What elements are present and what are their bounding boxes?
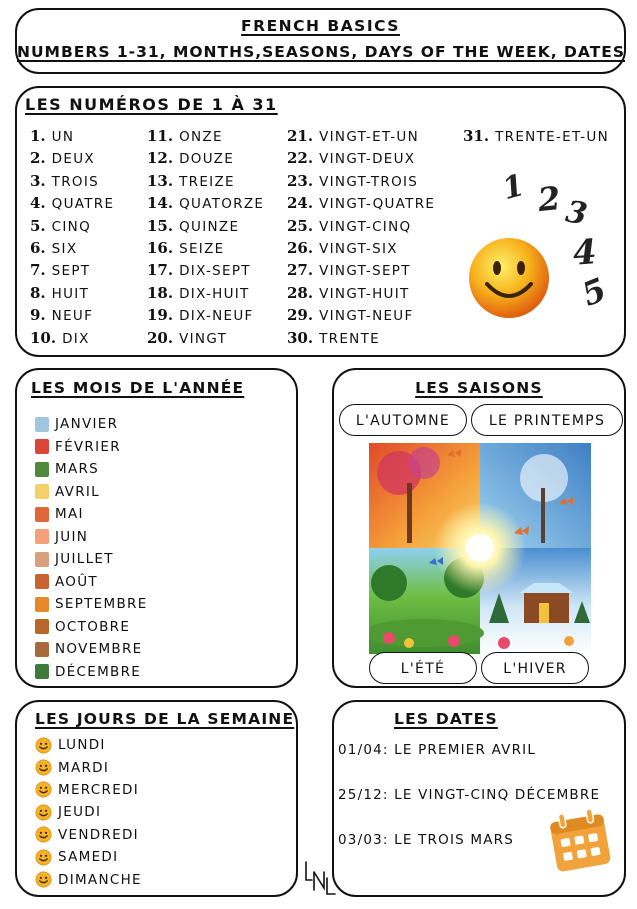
number-digit: 30. [287, 328, 314, 347]
number-row [147, 215, 264, 237]
number-digit: 27. [287, 261, 314, 280]
seasons-illustration [369, 443, 591, 654]
number-word: QUATORZE [179, 196, 265, 213]
number-row [147, 237, 264, 259]
number-digit: 15. [147, 216, 174, 235]
number-word: SEIZE [179, 240, 225, 257]
number-digit: 2. [30, 149, 46, 168]
decor-digit: 2 [536, 178, 563, 220]
day-item [35, 801, 142, 823]
number-word: UN [51, 129, 75, 145]
number-row [30, 282, 114, 304]
number-row [30, 259, 114, 281]
number-word: VINGT-SEPT [319, 263, 411, 280]
number-word: VINGT-HUIT [319, 285, 410, 302]
month-label: AOÛT [55, 573, 98, 590]
day-item [35, 756, 142, 778]
number-digit: 24. [287, 194, 314, 213]
number-digit: 26. [287, 238, 314, 257]
month-picture-icon [35, 462, 49, 477]
season-summer-label: L'ÉTÉ [369, 652, 477, 684]
number-digit: 28. [287, 283, 314, 302]
month-picture-icon [35, 439, 49, 454]
numbers-section [15, 86, 626, 357]
month-picture-icon [35, 552, 49, 567]
number-row [30, 215, 114, 237]
emoji-face-icon [35, 781, 52, 798]
month-label: OCTOBRE [55, 618, 131, 635]
emoji-face-icon [35, 849, 52, 866]
day-label: DIMANCHE [58, 871, 142, 888]
decor-digit: 1 [498, 167, 529, 208]
number-digit: 3. [30, 171, 46, 190]
number-word: VINGT-QUATRE [319, 196, 436, 213]
numbers-col-4 [463, 125, 609, 147]
emoji-face-icon [35, 826, 52, 843]
number-digit: 22. [287, 149, 314, 168]
month-label: JUILLET [55, 551, 114, 568]
month-item [35, 638, 148, 661]
number-word: DIX-NEUF [179, 308, 254, 325]
month-picture-icon [35, 642, 49, 657]
number-word: DIX [62, 330, 90, 347]
smiley-icon [467, 236, 551, 320]
month-picture-icon [35, 664, 49, 679]
day-item [35, 824, 142, 846]
number-row [287, 170, 435, 192]
number-row [147, 304, 264, 326]
month-label: AVRIL [55, 483, 100, 500]
month-item [35, 503, 148, 526]
day-label: VENDREDI [58, 826, 139, 843]
number-row [287, 215, 435, 237]
number-word: TROIS [51, 173, 99, 190]
month-item [35, 481, 148, 504]
number-digit: 20. [147, 328, 174, 347]
season-winter-label: L'HIVER [481, 652, 589, 684]
number-row [30, 327, 114, 349]
number-digit: 21. [287, 127, 314, 145]
number-digit: 23. [287, 171, 314, 190]
number-row [463, 125, 609, 147]
number-row [287, 304, 435, 326]
day-item [35, 846, 142, 868]
number-word: DEUX [51, 151, 95, 168]
day-label: JEUDI [58, 804, 102, 821]
days-list [35, 734, 142, 891]
number-row [287, 282, 435, 304]
number-digit: 19. [147, 306, 174, 325]
number-word: QUATRE [51, 196, 115, 213]
day-item [35, 734, 142, 756]
month-label: MAI [55, 506, 84, 523]
month-picture-icon [35, 529, 49, 544]
month-item [35, 593, 148, 616]
number-row [287, 192, 435, 214]
number-digit: 10. [30, 328, 57, 347]
month-label: JANVIER [55, 416, 119, 433]
numbers-col-3 [287, 125, 435, 349]
emoji-face-icon [35, 759, 52, 776]
number-word: DOUZE [179, 151, 235, 168]
number-word: TREIZE [179, 173, 235, 190]
number-row [287, 125, 435, 147]
number-digit: 18. [147, 283, 174, 302]
number-digit: 25. [287, 216, 314, 235]
number-digit: 7. [30, 261, 46, 280]
number-digit: 11. [147, 127, 174, 145]
number-row [287, 327, 435, 349]
number-row [30, 192, 114, 214]
number-digit: 1. [30, 127, 46, 145]
date-example: 01/04: LE PREMIER AVRIL [338, 742, 537, 758]
month-item [35, 548, 148, 571]
decor-digit: 5 [576, 270, 612, 314]
number-digit: 5. [30, 216, 46, 235]
seasons-title: LES SAISONS [415, 379, 543, 397]
number-word: VINGT-SIX [319, 240, 398, 257]
number-digit: 31. [463, 127, 490, 145]
seasons-section [332, 368, 626, 688]
number-digit: 9. [30, 306, 46, 325]
days-section [15, 700, 298, 897]
number-digit: 8. [30, 283, 46, 302]
number-row [30, 147, 114, 169]
month-item [35, 526, 148, 549]
month-label: NOVEMBRE [55, 641, 143, 658]
month-picture-icon [35, 574, 49, 589]
month-picture-icon [35, 507, 49, 522]
month-item [35, 458, 148, 481]
month-item [35, 571, 148, 594]
numbers-title: LES NUMÉROS DE 1 À 31 [25, 95, 278, 114]
month-item [35, 616, 148, 639]
decor-digit: 3 [563, 194, 590, 233]
month-label: DÉCEMBRE [55, 663, 142, 680]
number-word: NEUF [51, 308, 94, 325]
month-label: SEPTEMBRE [55, 596, 148, 613]
number-word: SEPT [51, 263, 91, 280]
date-example: 25/12: LE VINGT-CINQ DÉCEMBRE [338, 787, 601, 803]
number-row [287, 147, 435, 169]
numbers-col-1 [30, 125, 114, 349]
number-word: VINGT-DEUX [319, 151, 416, 168]
number-word: CINQ [51, 218, 92, 235]
number-word: QUINZE [179, 218, 240, 235]
number-digit: 6. [30, 238, 46, 257]
number-digit: 12. [147, 149, 174, 168]
number-row [30, 304, 114, 326]
days-title: LES JOURS DE LA SEMAINE [35, 710, 295, 728]
number-digit: 4. [30, 194, 46, 213]
months-section [15, 368, 298, 688]
number-row [147, 259, 264, 281]
season-autumn-label: L'AUTOMNE [339, 404, 467, 436]
months-title: LES MOIS DE L'ANNÉE [31, 379, 245, 397]
author-logo [302, 858, 338, 898]
month-picture-icon [35, 484, 49, 499]
month-item [35, 661, 148, 684]
number-row [147, 327, 264, 349]
number-word: VINGT-CINQ [319, 218, 412, 235]
page-title: FRENCH BASICS [241, 17, 400, 35]
number-word: ONZE [179, 129, 223, 145]
emoji-face-icon [35, 737, 52, 754]
number-row [30, 170, 114, 192]
day-label: MARDI [58, 759, 110, 776]
emoji-face-icon [35, 871, 52, 888]
season-spring-label: LE PRINTEMPS [471, 404, 623, 436]
month-label: JUIN [55, 528, 89, 545]
number-word: TRENTE [319, 330, 380, 347]
number-word: DIX-HUIT [179, 285, 250, 302]
dates-title: LES DATES [394, 710, 498, 728]
number-word: VINGT-ET-UN [319, 129, 419, 145]
number-word: VINGT [179, 330, 228, 347]
number-word: SIX [51, 240, 78, 257]
day-item [35, 868, 142, 890]
header-box [15, 8, 626, 74]
month-item [35, 436, 148, 459]
number-row [147, 192, 264, 214]
month-item [35, 413, 148, 436]
month-picture-icon [35, 619, 49, 634]
month-picture-icon [35, 597, 49, 612]
number-word: DIX-SEPT [179, 263, 251, 280]
dates-section [332, 700, 626, 897]
day-label: LUNDI [58, 737, 106, 754]
number-row [147, 170, 264, 192]
day-label: MERCREDI [58, 781, 139, 798]
months-list [35, 413, 148, 683]
number-word: TRENTE-ET-UN [495, 129, 609, 145]
month-label: FÉVRIER [55, 438, 121, 455]
number-word: VINGT-TROIS [319, 173, 419, 190]
number-row [147, 147, 264, 169]
number-word: VINGT-NEUF [319, 308, 414, 325]
number-row [147, 125, 264, 147]
number-word: HUIT [51, 285, 90, 302]
emoji-face-icon [35, 804, 52, 821]
number-row [30, 237, 114, 259]
number-row [147, 282, 264, 304]
day-item [35, 779, 142, 801]
number-digit: 14. [147, 194, 174, 213]
month-picture-icon [35, 417, 49, 432]
page-subtitle: NUMBERS 1-31, MONTHS,SEASONS, DAYS OF THE WEEK, DATES [17, 43, 626, 61]
number-row [287, 237, 435, 259]
number-row [287, 259, 435, 281]
numbers-col-2 [147, 125, 264, 349]
number-row [30, 125, 114, 147]
decor-digit: 4 [571, 232, 599, 274]
day-label: SAMEDI [58, 849, 119, 866]
number-digit: 29. [287, 306, 314, 325]
number-digit: 17. [147, 261, 174, 280]
number-digit: 16. [147, 238, 174, 257]
date-example: 03/03: LE TROIS MARS [338, 832, 515, 848]
number-digit: 13. [147, 171, 174, 190]
calendar-icon [545, 806, 615, 876]
month-label: MARS [55, 461, 100, 478]
